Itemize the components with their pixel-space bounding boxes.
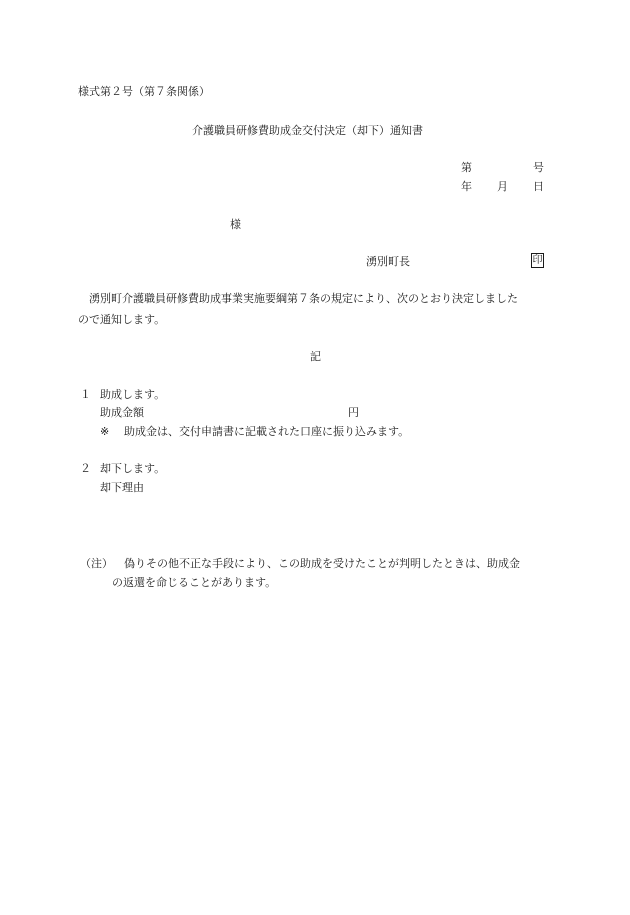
doc-number-prefix: 第	[461, 161, 472, 174]
body-text-line-2: ので通知します。	[78, 313, 166, 326]
note-mark: ※	[100, 425, 110, 438]
grant-amount-label: 助成金額	[100, 406, 144, 419]
footnote-label: （注）	[80, 557, 113, 570]
doc-number-suffix: 号	[533, 161, 544, 174]
recipient-suffix: 様	[230, 218, 241, 231]
date-day: 日	[533, 180, 544, 193]
date-month: 月	[497, 180, 508, 193]
grant-amount-unit: 円	[348, 406, 359, 419]
document-title: 介護職員研修費助成金交付決定（却下）通知書	[192, 124, 423, 137]
date-year: 年	[461, 180, 472, 193]
form-label: 様式第２号（第７条関係）	[78, 85, 210, 98]
body-text-line-1: 湧別町介護職員研修費助成事業実施要綱第７条の規定により、次のとおり決定しました	[89, 292, 518, 305]
transfer-note: 助成金は、交付申請書に記載された口座に振り込みます。	[124, 425, 410, 438]
rejection-reason-label: 却下理由	[100, 481, 144, 494]
item-2-number: ２	[80, 462, 91, 475]
ki-heading: 記	[310, 350, 321, 363]
footnote-line-1: 偽りその他不正な手段により、この助成を受けたことが判明したときは、助成金	[124, 557, 520, 570]
issuer-name: 湧別町長	[366, 255, 410, 268]
seal-stamp-box: 印	[532, 255, 543, 266]
item-2-heading: 却下します。	[100, 462, 166, 475]
item-1-number: １	[80, 388, 91, 401]
item-1-heading: 助成します。	[100, 388, 166, 401]
footnote-line-2: の返還を命じることがあります。	[112, 576, 277, 589]
